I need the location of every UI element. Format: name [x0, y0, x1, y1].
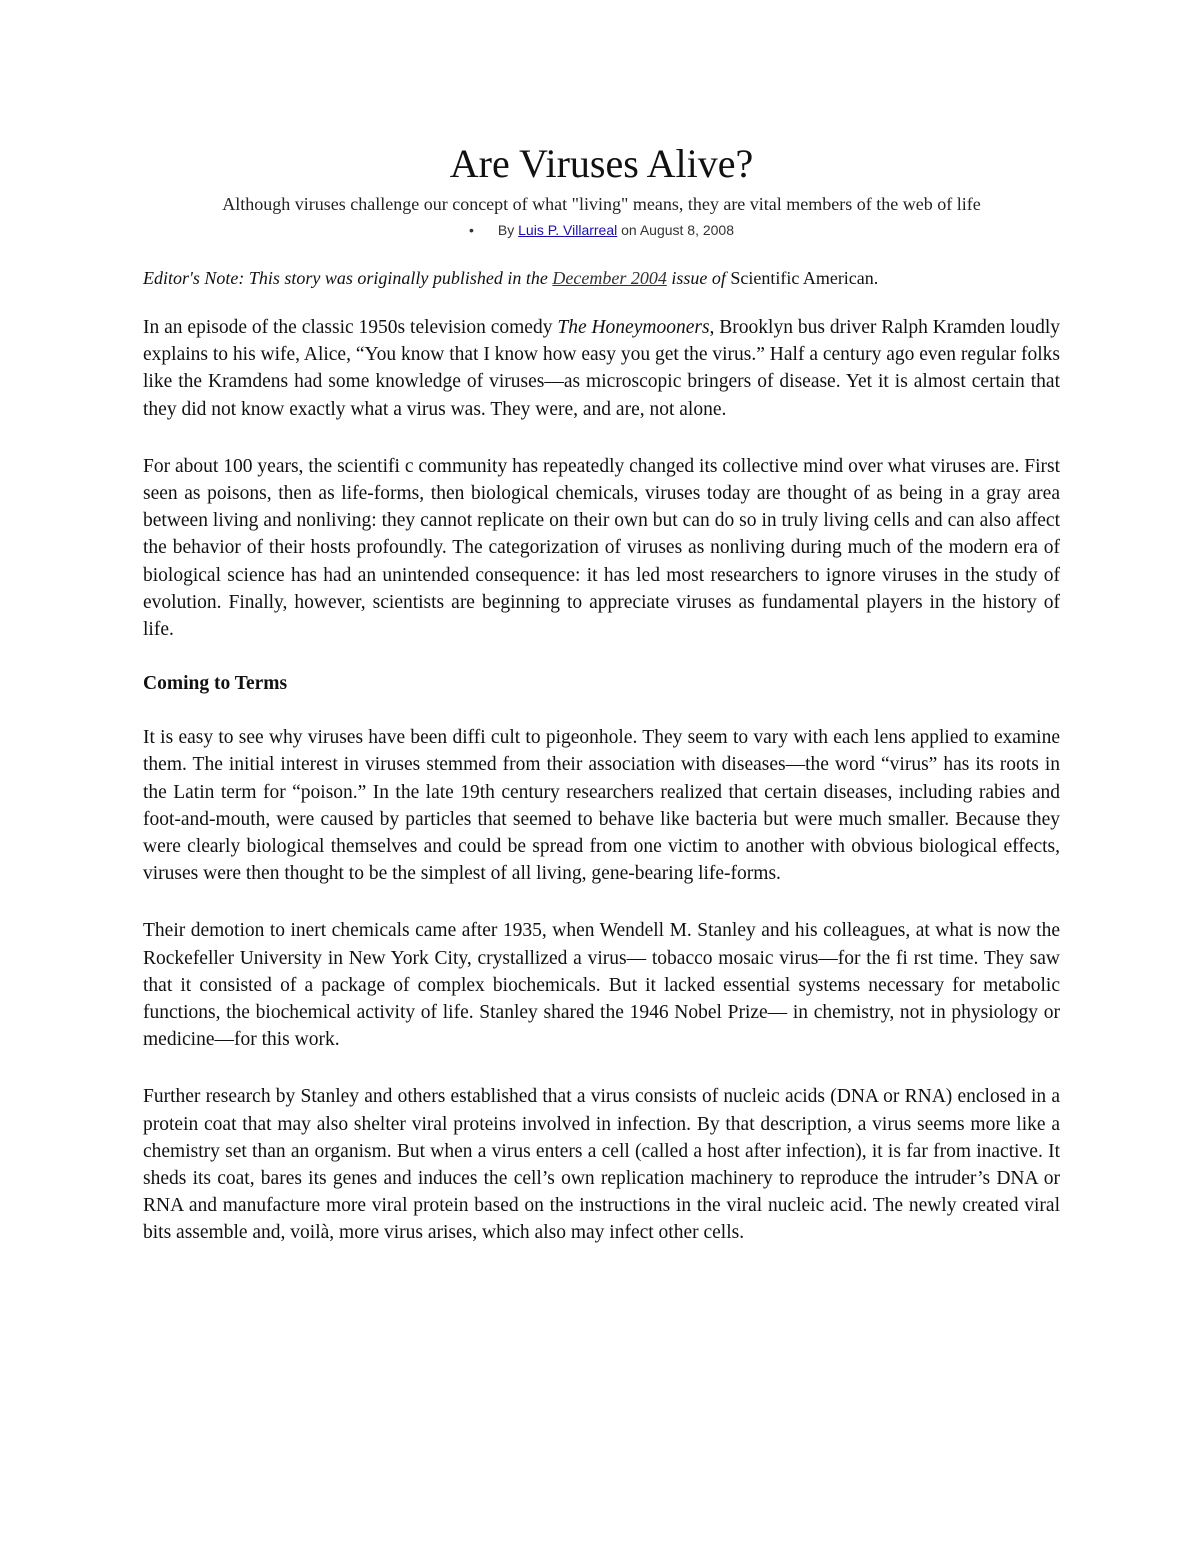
bullet-icon: • [469, 222, 474, 238]
byline [143, 220, 1060, 240]
byline-prefix: By [497, 222, 515, 238]
magazine-name: Scientific American [730, 268, 874, 288]
editor-note-middle: issue of [671, 268, 726, 288]
paragraph-1-before: In an episode of the classic 1950s television comedy [143, 317, 553, 338]
editor-note [143, 266, 1060, 290]
paragraph-5: Further research by Stanley and others established that a virus consists of nucleic acids (DNA or RNA) enclosed in a protein coat that may also shelter viral proteins involved in infection. By that description, a virus seems more like a chemistry set than an organism. But when a virus enters a cell (called a host after infection), it is far from inactive. It sheds its coat, bares its genes and induces the cell’s own replication machinery to reproduce the intruder’s DNA or RNA and manufacture more viral protein based on the instructions in the viral nucleic acid. The newly created viral bits assemble and, voilà, more virus arises, which also may infect other cells. [143, 1086, 1060, 1244]
show-title: The Honeymooners [557, 317, 710, 338]
document-page [143, 140, 1060, 1247]
byline-date: on August 8, 2008 [621, 222, 734, 238]
editor-note-end: . [873, 268, 879, 288]
article-title: Are Viruses Alive? [449, 141, 754, 186]
paragraph-2: For about 100 years, the scientifi c community has repeatedly changed its collective mind over what viruses are. First seen as poisons, then as life-forms, then biological chemicals, viruses today are thought of as being in a gray area between living and nonliving: they cannot replicate on their own but can do so in truly living cells and can also affect the behavior of their hosts profoundly. The categorization of viruses as nonliving during much of the modern era of biological science has had an unintended consequence: it has led most researchers to ignore viruses in the study of evolution. Finally, however, scientists are beginning to appreciate viruses as fundamental players in the history of life. [143, 455, 1060, 641]
paragraph-4: Their demotion to inert chemicals came after 1935, when Wendell M. Stanley and his colleagues, at what is now the Rockefeller University in New York City, crystallized a virus— tobacco mosaic virus—for the fi rst time. They saw that it consisted of a package of complex biochemicals. But it lacked essential systems necessary for metabolic functions, the biochemical activity of life. Stanley shared the 1946 Nobel Prize— in chemistry, not in physiology or medicine—for this work. [143, 920, 1060, 1051]
article-subtitle: Although viruses challenge our concept of what "living" means, they are vital members of the web of life [222, 194, 981, 214]
paragraph-1 [143, 314, 1060, 423]
editor-note-lead: Editor's Note: This story was originally published in the [143, 268, 548, 288]
issue-link[interactable]: December 2004 [552, 268, 667, 288]
author-link[interactable]: Luis P. Villarreal [518, 222, 618, 238]
section-heading: Coming to Terms [143, 673, 288, 695]
paragraph-3: It is easy to see why viruses have been diffi cult to pigeonhole. They seem to vary with each lens applied to examine them. The initial interest in viruses stemmed from their association with diseases—the word “virus” has its roots in the Latin term for “poison.” In the late 19th century researchers realized that certain diseases, including rabies and foot-and-mouth, were caused by particles that seemed to behave like bacteria but were much smaller. Because they were clearly biological themselves and could be spread from one victim to another with obvious biological effects, viruses were then thought to be the simplest of all living, gene-bearing life-forms. [143, 727, 1060, 885]
paragraph-1-after: , Brooklyn bus driver Ralph Kramden loudly explains to his wife, Alice, “You know that I know how easy you get the virus.” Half a century ago even regular folks like the Kramdens had some knowledge of viruses—as microscopic bringers of disease. Yet it is almost certain that they did not know exactly what a virus was. They were, and are, not alone. [143, 317, 1061, 420]
